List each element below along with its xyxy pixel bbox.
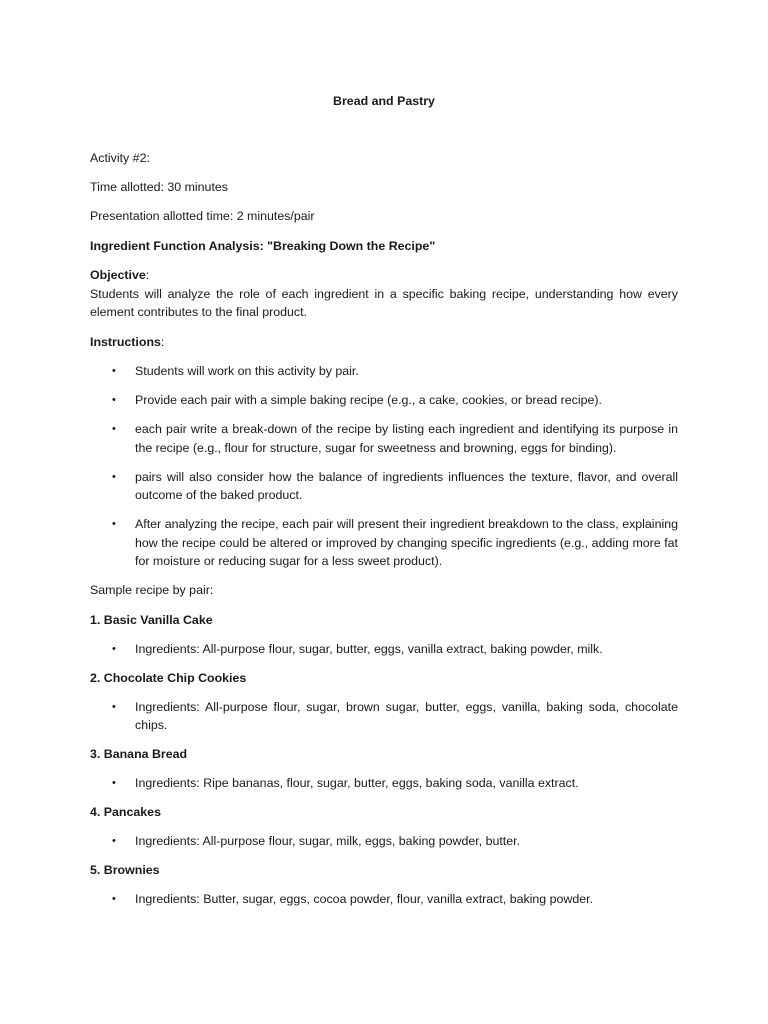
- list-item: [90, 640, 678, 659]
- instruction-text: Students will work on this activity by pair.: [135, 364, 359, 379]
- list-item: [90, 774, 678, 793]
- instructions-label: Instructions: [90, 334, 161, 349]
- recipe-title: 4. Pancakes: [90, 805, 161, 820]
- presentation-time: Presentation allotted time: 2 minutes/pair: [90, 209, 315, 224]
- page-title: Bread and Pastry: [333, 94, 435, 108]
- list-item: [90, 515, 678, 571]
- bullet-icon: •: [112, 470, 116, 483]
- objective-label: Objective: [90, 268, 146, 283]
- activity-number: Activity #2:: [90, 150, 150, 165]
- bullet-icon: •: [112, 893, 116, 906]
- list-item: [90, 468, 678, 505]
- recipe-title: 1. Basic Vanilla Cake: [90, 612, 213, 627]
- bullet-icon: •: [112, 700, 116, 713]
- recipe-ingredients-list: [90, 640, 678, 659]
- instructions-colon: :: [160, 334, 165, 349]
- instruction-text: Provide each pair with a simple baking recipe (e.g., a cake, cookies, or bread recipe).: [135, 393, 602, 408]
- list-item: [90, 698, 678, 735]
- list-item: [90, 362, 678, 381]
- list-item: [90, 420, 678, 457]
- recipe-ingredients: Ingredients: All-purpose flour, sugar, brown sugar, butter, eggs, vanilla, baking soda, chocolate chips.: [135, 699, 678, 733]
- instruction-text: each pair write a break-down of the recipe by listing each ingredient and identifying its purpose in the recipe (e.g., flour for structure, sugar for sweetness and browning, eggs for binding).: [135, 422, 678, 455]
- bullet-icon: •: [112, 394, 116, 407]
- recipe-ingredients-list: [90, 890, 678, 909]
- instructions-label-line: [90, 333, 678, 352]
- document-content: [90, 92, 678, 919]
- list-item: [90, 890, 678, 909]
- list-item: [90, 391, 678, 410]
- bullet-icon: •: [112, 835, 116, 848]
- recipe-title: 2. Chocolate Chip Cookies: [90, 670, 247, 685]
- bullet-icon: •: [112, 423, 116, 436]
- bullet-icon: •: [112, 642, 116, 655]
- recipe-ingredients: Ingredients: Ripe bananas, flour, sugar, butter, eggs, baking soda, vanilla extract.: [135, 776, 579, 791]
- recipe-ingredients-list: [90, 774, 678, 793]
- recipe-ingredients-list: [90, 698, 678, 735]
- objective-section: [90, 266, 678, 322]
- recipe-ingredients: Ingredients: Butter, sugar, eggs, cocoa powder, flour, vanilla extract, baking powder.: [135, 892, 594, 907]
- instruction-text: pairs will also consider how the balance of ingredients influences the texture, flavor, and overall outcome of the baked product.: [135, 469, 678, 503]
- bullet-icon: •: [112, 777, 116, 790]
- recipe-ingredients: Ingredients: All-purpose flour, sugar, milk, eggs, baking powder, butter.: [135, 834, 521, 849]
- recipe-title: 5. Brownies: [90, 863, 160, 878]
- recipe-title: 3. Banana Bread: [90, 747, 188, 762]
- bullet-icon: •: [112, 365, 116, 378]
- recipe-ingredients-list: [90, 832, 678, 851]
- time-allotted: Time allotted: 30 minutes: [90, 179, 228, 194]
- objective-label-line: [90, 266, 678, 285]
- activity-heading: Ingredient Function Analysis: "Breaking Down the Recipe": [90, 238, 436, 253]
- instructions-list: [90, 362, 678, 571]
- list-item: [90, 832, 678, 851]
- recipe-ingredients: Ingredients: All-purpose flour, sugar, butter, eggs, vanilla extract, baking powder, milk.: [135, 641, 603, 656]
- objective-text: Students will analyze the role of each ingredient in a specific baking recipe, understanding how every element contributes to the final product.: [90, 286, 678, 320]
- bullet-icon: •: [112, 518, 116, 531]
- sample-recipe-heading: Sample recipe by pair:: [90, 583, 214, 598]
- objective-colon: :: [145, 268, 150, 283]
- instruction-text: After analyzing the recipe, each pair will present their ingredient breakdown to the class, explaining how the recipe could be altered or improved by changing specific ingredients (e.g., adding more fat for moisture or reducing sugar for a less sweet product).: [135, 517, 678, 569]
